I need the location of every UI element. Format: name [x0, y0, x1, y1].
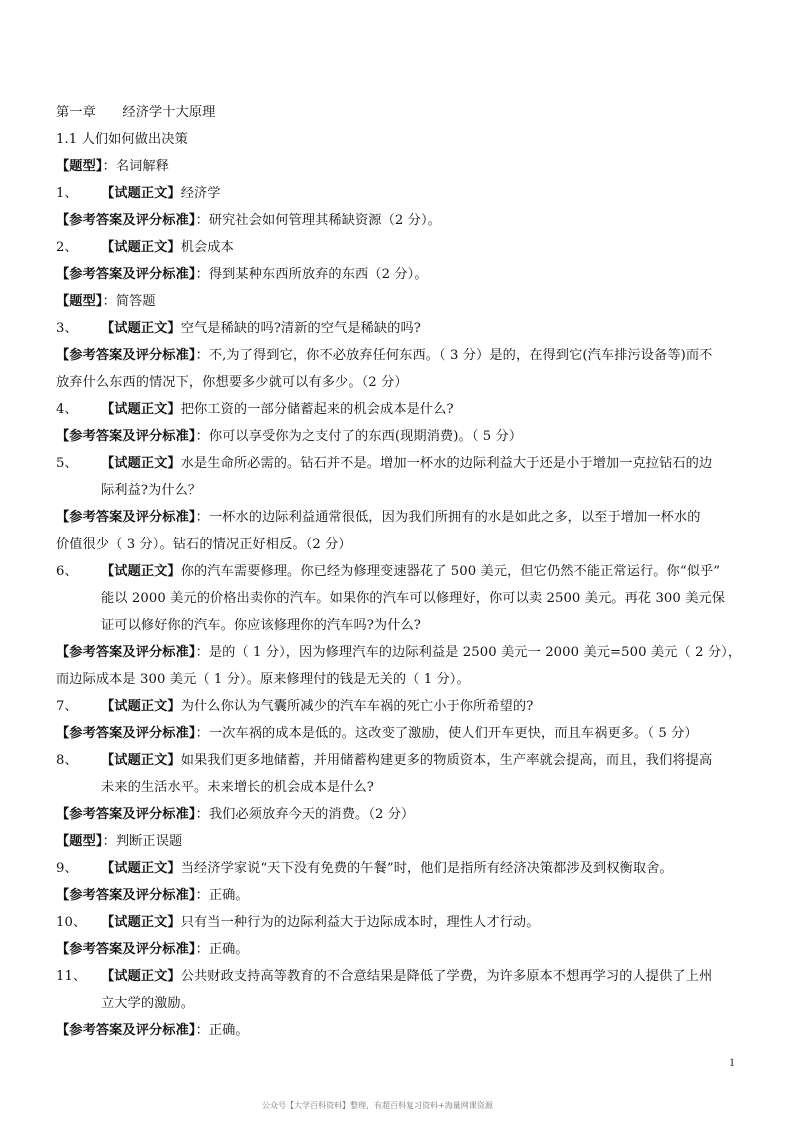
question-6: 6、 【试题正文】你的汽车需要修理。你已经为修理变速器花了 500 美元，但它仍然不能正常运行。你“似乎”: [56, 564, 721, 579]
answer-11: 【参考答案及评分标准】：正确。: [56, 1023, 249, 1038]
question-type-heading: 【题型】：判断正误题: [56, 834, 183, 849]
question-3: 3、 【试题正文】空气是稀缺的吗?清新的空气是稀缺的吗?: [56, 321, 421, 336]
section-title: 1.1 人们如何做出决策: [56, 132, 188, 147]
question-4: 4、 【试题正文】把你工资的一部分储蓄起来的机会成本是什么?: [56, 402, 454, 417]
answer-9: 【参考答案及评分标准】：正确。: [56, 888, 249, 903]
answer-2: 【参考答案及评分标准】：得到某种东西所放弃的东西（2 分）。: [56, 267, 428, 282]
answer-5: 【参考答案及评分标准】：一杯水的边际利益通常很低，因为我们所拥有的水是如此之多，以至于增加一杯水的: [56, 510, 701, 525]
answer-3: 【参考答案及评分标准】：不,为了得到它，你不必放弃任何东西。（ 3 分）是的，在得到它(汽车排污设备等)而不: [56, 348, 713, 363]
answer-6-cont: 而边际成本是 300 美元（ 1 分）。原来修理付的钱是无关的（ 1 分）。: [56, 672, 470, 687]
question-10: 10、 【试题正文】只有当一种行为的边际利益大于边际成本时，理性人才行动。: [56, 915, 540, 930]
question-1: 1、 【试题正文】经济学: [56, 186, 221, 201]
answer-10: 【参考答案及评分标准】：正确。: [56, 942, 249, 957]
question-11-cont: 立大学的激励。: [101, 996, 195, 1011]
question-6-cont: 能以 2000 美元的价格出卖你的汽车。如果你的汽车可以修理好，你可以卖 2500 美元。再花 300 美元保: [101, 591, 726, 606]
answer-8: 【参考答案及评分标准】：我们必须放弃今天的消费。（2 分）: [56, 807, 415, 822]
question-6-cont: 证可以修好你的汽车。你应该修理你的汽车吗?为什么?: [101, 618, 421, 633]
answer-1: 【参考答案及评分标准】：研究社会如何管理其稀缺资源（2 分）。: [56, 213, 441, 228]
chapter-title: 第一章 经济学十大原理: [56, 105, 216, 120]
question-5-cont: 际利益?为什么？: [101, 483, 202, 498]
page-number: 1: [729, 1055, 735, 1069]
answer-6: 【参考答案及评分标准】：是的（ 1 分），因为修理汽车的边际利益是 2500 美元一 2000 美元=500 美元（ 2 分），: [56, 645, 742, 660]
question-type-heading: 【题型】：名词解释: [56, 159, 169, 174]
question-2: 2、 【试题正文】机会成本: [56, 240, 234, 255]
question-8-cont: 未来的生活水平。未来增长的机会成本是什么?: [101, 780, 374, 795]
question-7: 7、 【试题正文】为什么你认为气囊所减少的汽车车祸的死亡小于你所希望的?: [56, 699, 534, 714]
answer-4: 【参考答案及评分标准】：你可以享受你为之支付了的东西(现期消费)。（ 5 分）: [56, 429, 523, 444]
answer-3-cont: 放弃什么东西的情况下，你想要多少就可以有多少。（2 分）: [56, 375, 408, 390]
footer-watermark: 公众号【大学百科资料】整理，有超百科复习资料+海量网课资源: [262, 1101, 493, 1110]
question-5: 5、 【试题正文】水是生命所必需的。钻石并不是。增加一杯水的边际利益大于还是小于增加一克拉钻石的边: [56, 456, 713, 471]
question-9: 9、 【试题正文】当经济学家说“天下没有免费的午餐”时，他们是指所有经济决策都涉及到权衡取舍。: [56, 861, 673, 876]
question-8: 8、 【试题正文】如果我们更多地储蓄，并用储蓄构建更多的物质资本，生产率就会提高，而且，我们将提高: [56, 753, 713, 768]
answer-7: 【参考答案及评分标准】：一次车祸的成本是低的。这改变了激励，使人们开车更快，而且车祸更多。（ 5 分）: [56, 726, 698, 741]
answer-5-cont: 价值很少（ 3 分）。钻石的情况正好相反。（2 分）: [56, 537, 352, 552]
question-11: 11、 【试题正文】公共财政支持高等教育的不合意结果是降低了学费，为许多原本不想再学习的人提供了上州: [56, 969, 713, 984]
question-type-heading: 【题型】：简答题: [56, 294, 156, 309]
